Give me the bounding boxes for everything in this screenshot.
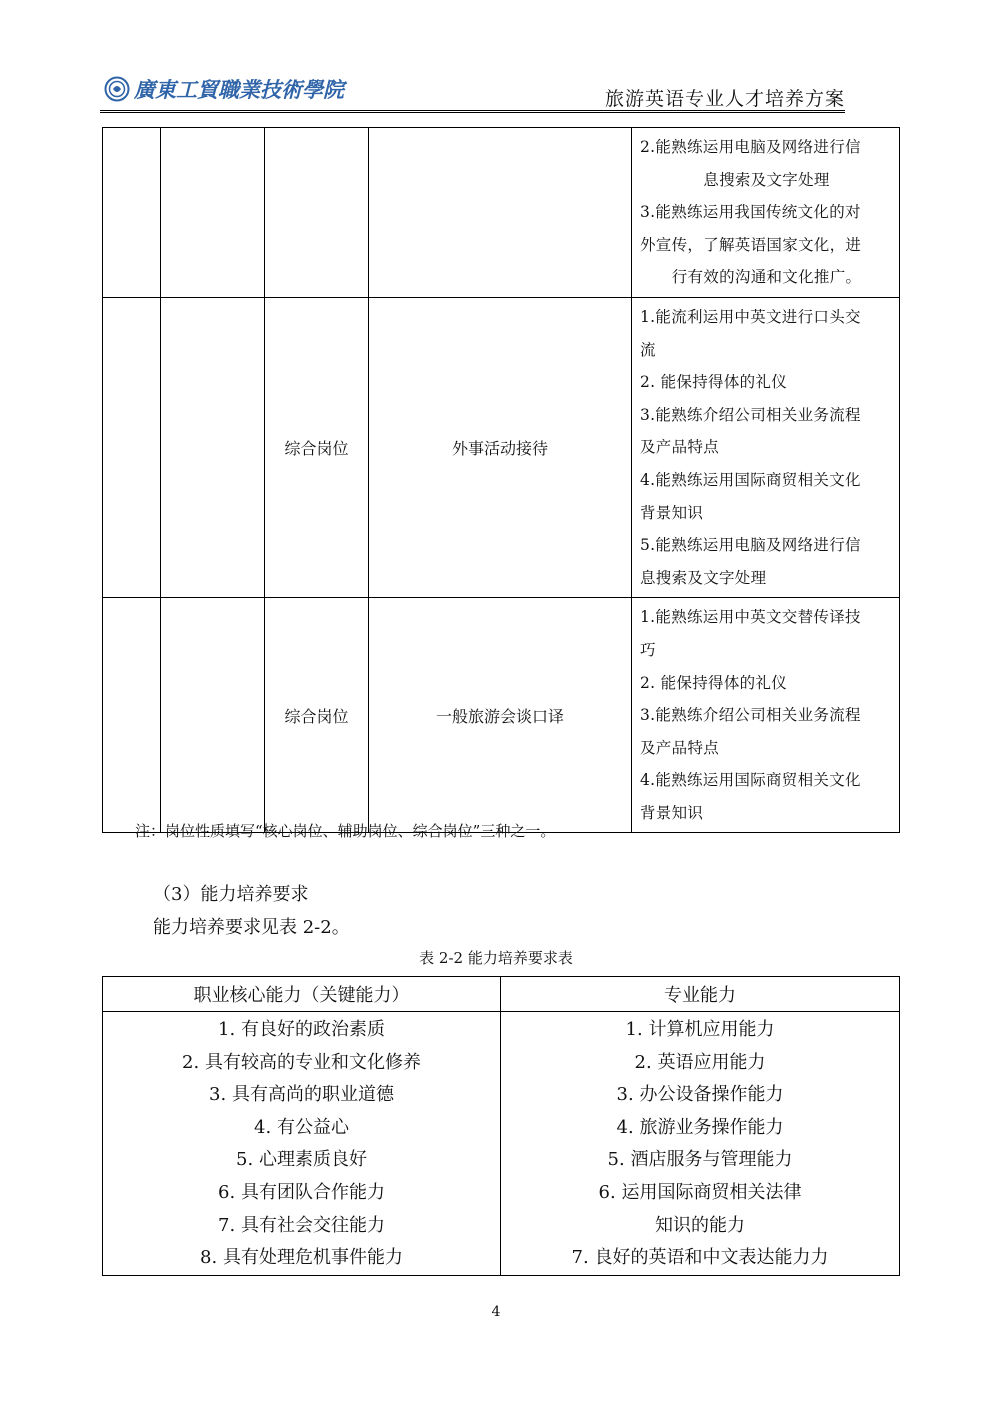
- requirement-line: 息搜索及文字处理: [640, 568, 767, 587]
- requirement-line: 及产品特点: [640, 438, 720, 457]
- page-number: 4: [491, 1304, 501, 1320]
- blank-cell: [161, 297, 265, 597]
- requirement-line: 2.能熟练运用电脑及网络进行信: [640, 138, 861, 156]
- core-ability-item: 8. 具有处理危机事件能力: [200, 1247, 403, 1269]
- blank-cell: [103, 297, 161, 597]
- professional-ability-item: 1. 计算机应用能力: [625, 1019, 775, 1040]
- core-ability-item: 2. 具有较高的专业和文化修养: [182, 1051, 421, 1073]
- core-ability-item: 1. 有良好的政治素质: [218, 1019, 385, 1040]
- professional-ability-item: 7. 良好的英语和中文表达能力力: [571, 1247, 829, 1269]
- requirement-line: 3.能熟练介绍公司相关业务流程: [640, 405, 861, 424]
- table-row: [103, 297, 900, 597]
- section-heading: （3）能力培养要求: [153, 884, 309, 905]
- core-ability-item: 5. 心理素质良好: [236, 1149, 367, 1171]
- professional-ability-item: 6. 运用国际商贸相关法律: [598, 1181, 802, 1203]
- job-task-cell: 一般旅游会谈口译: [369, 598, 632, 833]
- requirement-line: 背景知识: [640, 503, 704, 522]
- professional-ability-item: 5. 酒店服务与管理能力: [607, 1149, 793, 1171]
- requirement-line: 2. 能保持得体的礼仪: [640, 373, 788, 392]
- requirement-line: 1.能流利运用中英文进行口头交: [640, 307, 861, 326]
- professional-ability-list: [501, 1014, 899, 1275]
- requirement-line: 流: [640, 340, 656, 359]
- section-body-text: 能力培养要求见表 2-2。: [153, 917, 350, 938]
- requirements-cell: [632, 297, 900, 597]
- table-row: [103, 1012, 900, 1276]
- table-header-row: [103, 977, 900, 1012]
- school-logo-text: 廣東工貿職業技術學院: [134, 77, 344, 102]
- requirement-line: 巧: [640, 640, 656, 659]
- ability-requirements-table: [102, 976, 900, 1276]
- job-nature-cell: 综合岗位: [265, 598, 369, 833]
- school-emblem-icon: [104, 76, 130, 102]
- requirements-cell: [632, 128, 900, 298]
- requirement-line: 4.能熟练运用国际商贸相关文化: [640, 470, 861, 489]
- table-row: [103, 598, 900, 833]
- job-task-cell: [369, 128, 632, 298]
- header-divider: [100, 110, 845, 113]
- job-requirements-table: [102, 127, 900, 833]
- job-nature-cell: [265, 128, 369, 298]
- table-caption: 表 2-2 能力培养要求表: [419, 949, 573, 967]
- blank-cell: [103, 598, 161, 833]
- blank-cell: [161, 598, 265, 833]
- document-title: 旅游英语专业人才培养方案: [604, 88, 845, 110]
- core-ability-cell: [103, 1012, 501, 1276]
- table-row: [103, 128, 900, 298]
- blank-cell: [161, 128, 265, 298]
- core-ability-list: [103, 1014, 500, 1275]
- core-ability-item: 4. 有公益心: [254, 1116, 349, 1138]
- requirement-line: 背景知识: [640, 803, 704, 822]
- core-ability-header: 职业核心能力（关键能力）: [103, 977, 501, 1012]
- professional-ability-item: 2. 英语应用能力: [634, 1051, 766, 1073]
- core-ability-item: 7. 具有社会交往能力: [218, 1214, 385, 1236]
- table-note: 注：岗位性质填写“核心岗位、辅助岗位、综合岗位”三种之一。: [135, 822, 556, 840]
- requirement-line: 2. 能保持得体的礼仪: [640, 673, 788, 692]
- requirements-cell: [632, 598, 900, 833]
- professional-ability-item: 4. 旅游业务操作能力: [616, 1116, 784, 1138]
- professional-ability-cell: [501, 1012, 900, 1276]
- blank-cell: [103, 128, 161, 298]
- requirement-line: 5.能熟练运用电脑及网络进行信: [640, 536, 861, 555]
- job-nature-cell: 综合岗位: [265, 297, 369, 597]
- job-task-cell: 外事活动接待: [369, 297, 632, 597]
- requirement-line: 行有效的沟通和文化推广。: [671, 268, 862, 287]
- professional-ability-item: 3. 办公设备操作能力: [616, 1084, 784, 1106]
- professional-ability-item: 知识的能力: [655, 1214, 745, 1236]
- requirement-line: 及产品特点: [640, 738, 720, 757]
- requirement-line: 4.能熟练运用国际商贸相关文化: [640, 771, 861, 790]
- requirement-line: 3.能熟练运用我国传统文化的对: [640, 203, 861, 222]
- requirement-line: 息搜索及文字处理: [703, 170, 830, 189]
- requirement-line: 1.能熟练运用中英文交替传译技: [640, 608, 861, 627]
- professional-ability-header: 专业能力: [501, 977, 900, 1012]
- requirement-line: 外宣传，了解英语国家文化，进: [640, 235, 862, 254]
- core-ability-item: 3. 具有高尚的职业道德: [209, 1084, 394, 1106]
- requirement-line: 3.能熟练介绍公司相关业务流程: [640, 706, 861, 725]
- page-header: [100, 70, 845, 110]
- core-ability-item: 6. 具有团队合作能力: [218, 1181, 385, 1203]
